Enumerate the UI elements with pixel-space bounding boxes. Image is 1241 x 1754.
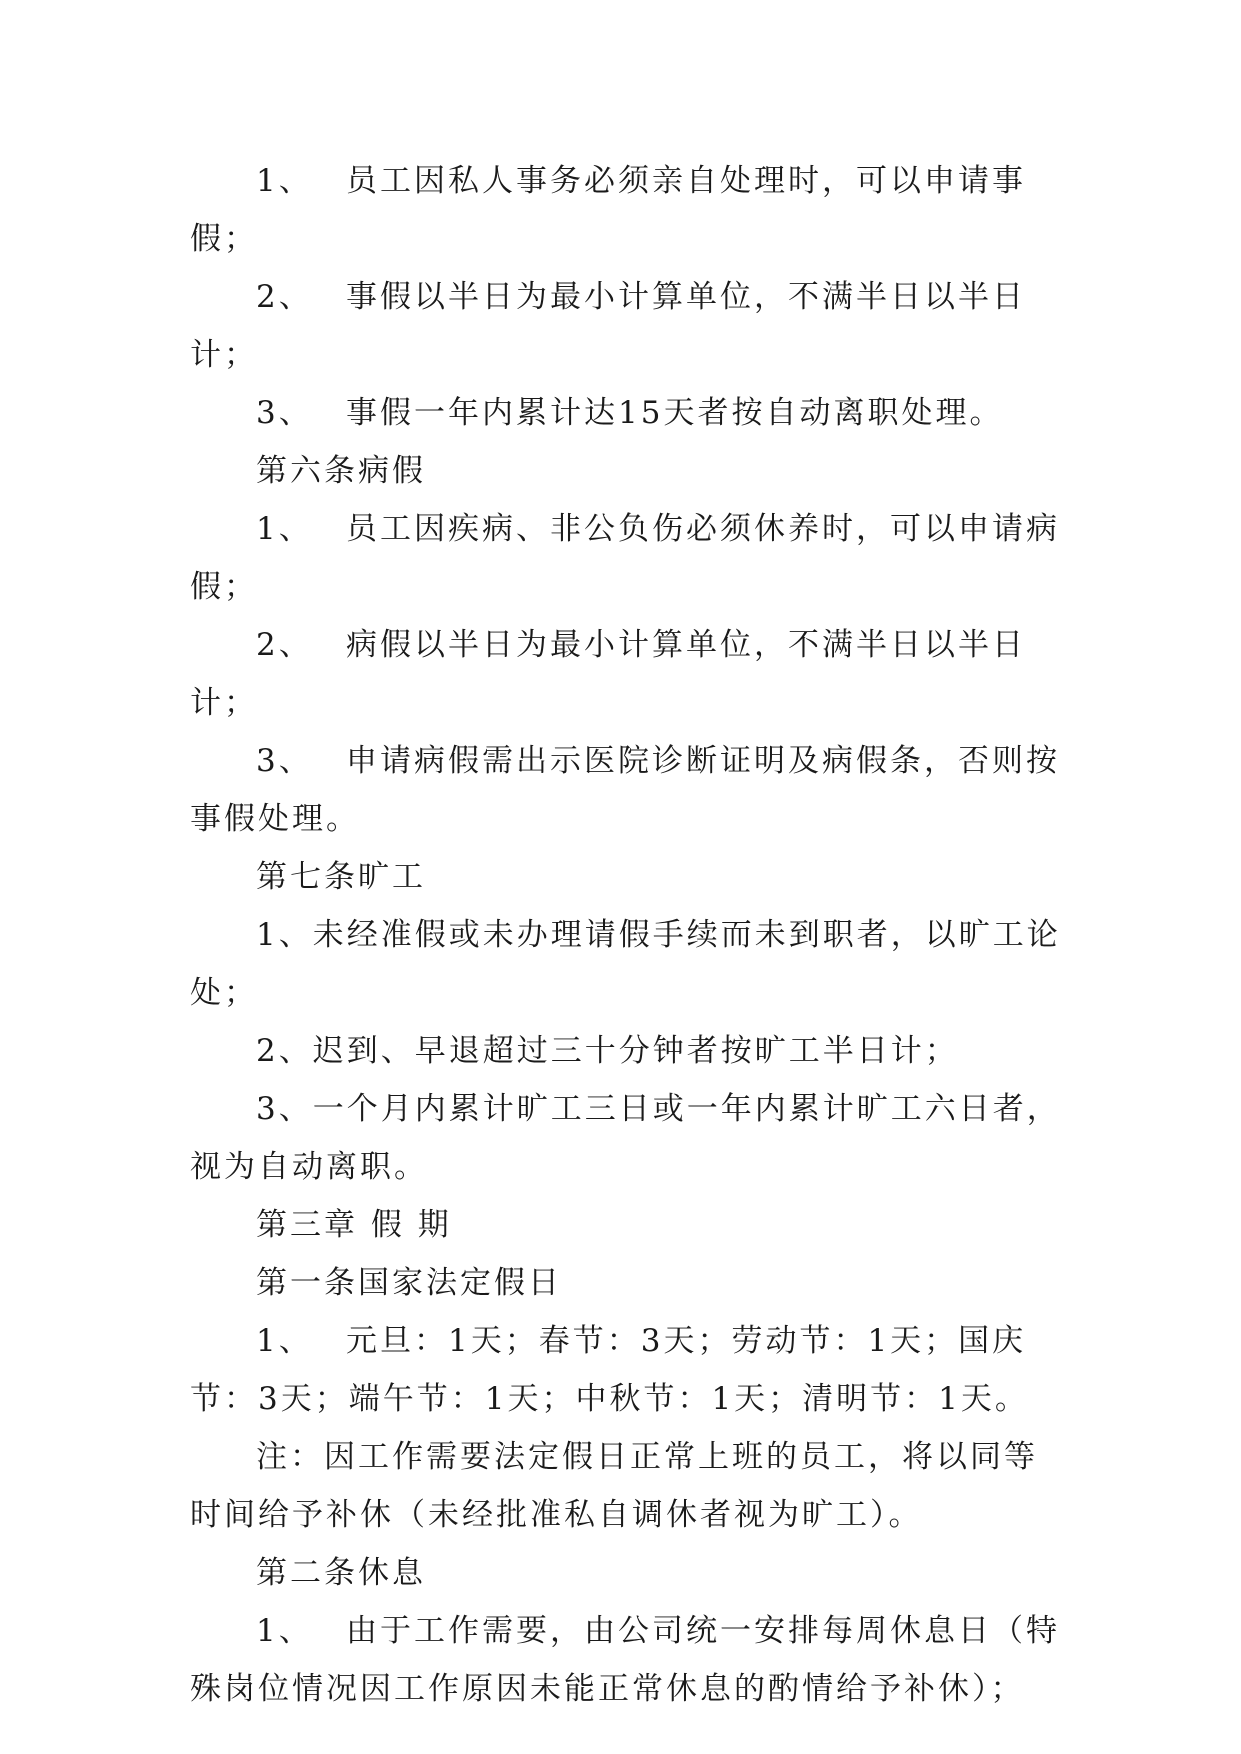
paragraph-text: 由于工作需要，由公司统一安排每周休息日（特殊岗位情况因工作原因未能正常休息的酌情给予补休）； bbox=[190, 1613, 1060, 1707]
chapter-heading bbox=[190, 1196, 1070, 1254]
paragraph-text: 注：因工作需要法定假日正常上班的员工，将以同等时间给予补休（未经批准私自调休者视为旷工）。 bbox=[190, 1439, 1038, 1533]
paragraph bbox=[190, 1022, 1070, 1080]
paragraph bbox=[190, 500, 1070, 616]
section-heading bbox=[190, 1544, 1070, 1602]
paragraph-text: 员工因私人事务必须亲自处理时，可以申请事假； bbox=[190, 163, 1026, 257]
paragraph bbox=[190, 1602, 1070, 1718]
paragraph bbox=[190, 616, 1070, 732]
paragraph-text: 事假一年内累计达15天者按自动离职处理。 bbox=[346, 395, 1004, 431]
paragraph-text: 员工因疾病、非公负伤必须休养时，可以申请病假； bbox=[190, 511, 1060, 605]
paragraph bbox=[190, 732, 1070, 848]
heading-text: 第一条国家法定假日 bbox=[256, 1265, 562, 1301]
document-body bbox=[190, 152, 1070, 1718]
paragraph bbox=[190, 152, 1070, 268]
list-number: 3、 bbox=[256, 395, 313, 431]
list-number: 1、 bbox=[256, 163, 313, 199]
paragraph bbox=[190, 384, 1070, 442]
paragraph-text: 申请病假需出示医院诊断证明及病假条，否则按事假处理。 bbox=[190, 743, 1060, 837]
paragraph bbox=[190, 268, 1070, 384]
section-heading bbox=[190, 848, 1070, 906]
list-number: 1、 bbox=[256, 511, 313, 547]
section-heading bbox=[190, 442, 1070, 500]
paragraph-text: 3、一个月内累计旷工三日或一年内累计旷工六日者，视为自动离职。 bbox=[190, 1091, 1061, 1185]
section-heading bbox=[190, 1254, 1070, 1312]
heading-text: 第二条休息 bbox=[256, 1555, 426, 1591]
paragraph-text: 病假以半日为最小计算单位，不满半日以半日计； bbox=[190, 627, 1026, 721]
paragraph-text: 元旦：1天；春节：3天；劳动节：1天；国庆节：3天；端午节：1天；中秋节：1天；清明节：1天。 bbox=[190, 1323, 1029, 1417]
heading-text: 第七条旷工 bbox=[256, 859, 426, 895]
paragraph-text: 2、迟到、早退超过三十分钟者按旷工半日计； bbox=[256, 1033, 959, 1069]
paragraph bbox=[190, 906, 1070, 1022]
list-number: 2、 bbox=[256, 279, 313, 315]
note-paragraph bbox=[190, 1428, 1070, 1544]
paragraph bbox=[190, 1312, 1070, 1428]
list-number: 1、 bbox=[256, 1323, 313, 1359]
paragraph-text: 1、未经准假或未办理请假手续而未到职者，以旷工论处； bbox=[190, 917, 1061, 1011]
heading-text: 第六条病假 bbox=[256, 453, 426, 489]
list-number: 2、 bbox=[256, 627, 313, 663]
paragraph bbox=[190, 1080, 1070, 1196]
list-number: 1、 bbox=[256, 1613, 313, 1649]
list-number: 3、 bbox=[256, 743, 313, 779]
heading-text: 第三章 假 期 bbox=[256, 1207, 452, 1243]
paragraph-text: 事假以半日为最小计算单位，不满半日以半日计； bbox=[190, 279, 1026, 373]
